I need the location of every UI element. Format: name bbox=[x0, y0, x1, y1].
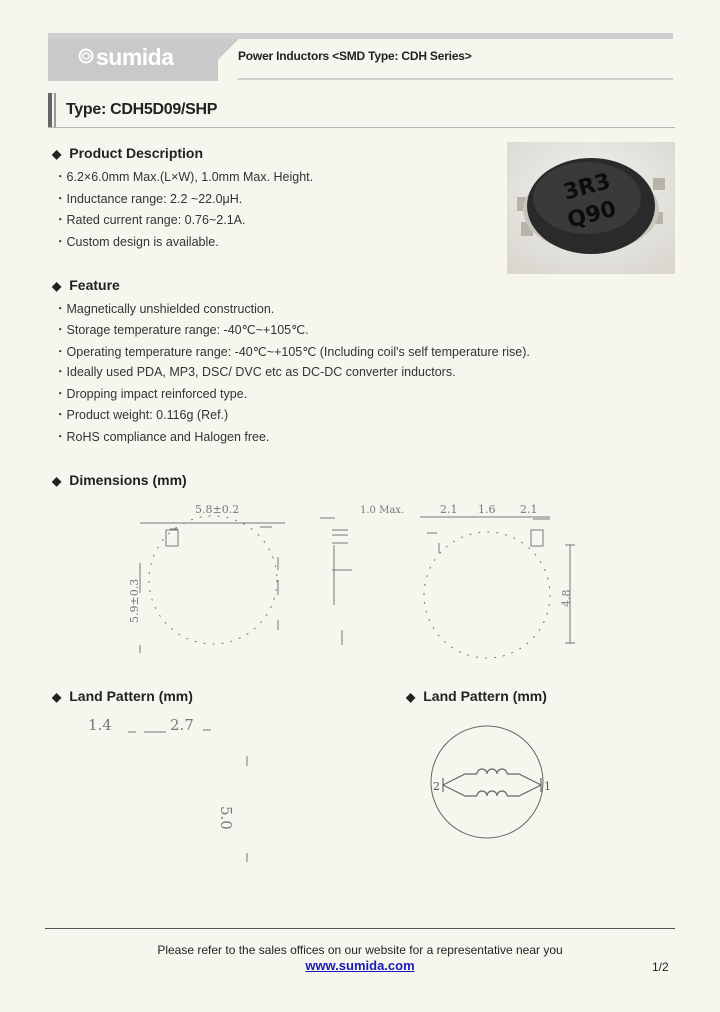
type-bar-accent-secondary bbox=[54, 93, 56, 127]
schematic-heading-text: Land Pattern (mm) bbox=[423, 688, 547, 704]
list-item: ・Magnetically unshielded construction. bbox=[54, 302, 275, 316]
diamond-bullet-icon: ◆ bbox=[52, 690, 62, 704]
feature-heading bbox=[52, 277, 120, 293]
land-pattern-label-c: 5.0 bbox=[217, 806, 235, 830]
feature-heading-text: Feature bbox=[69, 277, 120, 293]
feature-item: Ideally used PDA, MP3, DSC/ DVC etc as DC-DC converter inductors. bbox=[66, 365, 456, 379]
schematic-heading bbox=[406, 688, 547, 704]
header-bottom-line bbox=[238, 78, 673, 80]
footer-divider bbox=[45, 928, 675, 929]
dimension-height-label: 5.9±0.3 bbox=[128, 578, 141, 623]
diamond-bullet-icon: ◆ bbox=[52, 279, 62, 293]
diamond-bullet-icon: ◆ bbox=[52, 147, 62, 161]
list-item: ・6.2×6.0mm Max.(L×W), 1.0mm Max. Height. bbox=[54, 170, 314, 184]
dimension-pad-left-label: 2.1 bbox=[440, 503, 458, 516]
list-item: ・RoHS compliance and Halogen free. bbox=[54, 430, 270, 444]
feature-item: Operating temperature range: -40℃~+105℃ (Including coil's self temperature rise). bbox=[66, 345, 530, 359]
dimension-max-height-label: 1.0 Max. bbox=[360, 505, 405, 516]
list-item: ・Custom design is available. bbox=[54, 235, 219, 249]
photo-marking-line1: 3R3 bbox=[560, 169, 614, 206]
list-item: ・Operating temperature range: -40℃~+105℃ (Including coil's self temperature rise). bbox=[54, 345, 530, 359]
feature-item: Magnetically unshielded construction. bbox=[66, 302, 275, 316]
product-description-heading-text: Product Description bbox=[69, 145, 204, 161]
header-title: Power Inductors <SMD Type: CDH Series> bbox=[238, 49, 472, 63]
land-pattern-heading bbox=[52, 688, 193, 704]
dimensions-heading bbox=[52, 472, 187, 488]
logo-text: sumida bbox=[96, 44, 174, 70]
type-bar-accent bbox=[48, 93, 52, 127]
land-pattern-label-b: 2.7 bbox=[170, 716, 194, 734]
land-pattern-drawing bbox=[80, 710, 270, 870]
footer-website-link[interactable]: www.sumida.com bbox=[305, 958, 415, 973]
footer-note: Please refer to the sales offices on our website for a representative near you bbox=[157, 943, 563, 957]
schematic-pin-left: 2 bbox=[433, 780, 440, 793]
land-pattern-heading-text: Land Pattern (mm) bbox=[69, 688, 193, 704]
list-item: ・Storage temperature range: -40℃~+105℃. bbox=[54, 323, 309, 337]
product-description-item: Inductance range: 2.2 ~22.0μH. bbox=[66, 192, 243, 206]
product-description-item: 6.2×6.0mm Max.(L×W), 1.0mm Max. Height. bbox=[66, 170, 314, 184]
schematic-pin-right: 1 bbox=[544, 780, 551, 793]
diamond-bullet-icon: ◆ bbox=[406, 690, 416, 704]
type-title: Type: CDH5D09/SHP bbox=[66, 101, 218, 118]
list-item: ・Inductance range: 2.2 ~22.0μH. bbox=[54, 192, 243, 206]
list-item: ・Dropping impact reinforced type. bbox=[54, 387, 248, 401]
dimension-pad-right-label: 2.1 bbox=[520, 503, 538, 516]
list-item: ・Rated current range: 0.76~2.1A. bbox=[54, 213, 246, 227]
dimensions-heading-text: Dimensions (mm) bbox=[69, 472, 187, 488]
dimension-width-label: 5.8±0.2 bbox=[195, 503, 240, 516]
feature-item: Product weight: 0.116g (Ref.) bbox=[66, 408, 229, 422]
dimension-side-label: 4.8 bbox=[560, 589, 573, 607]
sumida-logo-icon bbox=[78, 48, 94, 64]
land-pattern-label-a: 1.4 bbox=[88, 716, 112, 734]
product-description-item: Custom design is available. bbox=[66, 235, 219, 249]
feature-item: RoHS compliance and Halogen free. bbox=[66, 430, 270, 444]
diamond-bullet-icon: ◆ bbox=[52, 474, 62, 488]
product-photo bbox=[507, 142, 675, 274]
feature-item: Storage temperature range: -40℃~+105℃. bbox=[66, 323, 309, 337]
terminal-right-top bbox=[653, 178, 665, 190]
schematic-drawing bbox=[425, 720, 565, 845]
product-description-item: Rated current range: 0.76~2.1A. bbox=[66, 213, 246, 227]
dimension-pad-mid-label: 1.6 bbox=[478, 503, 496, 516]
product-description-heading bbox=[52, 145, 203, 161]
page-number: 1/2 bbox=[652, 960, 669, 974]
list-item: ・Product weight: 0.116g (Ref.) bbox=[54, 408, 229, 422]
header-logo-slant bbox=[198, 39, 238, 81]
feature-item: Dropping impact reinforced type. bbox=[66, 387, 248, 401]
photo-marking-line2: Q90 bbox=[564, 196, 619, 234]
dimensions-drawing bbox=[120, 495, 590, 670]
list-item: ・Ideally used PDA, MP3, DSC/ DVC etc as DC-DC converter inductors. bbox=[54, 365, 456, 379]
